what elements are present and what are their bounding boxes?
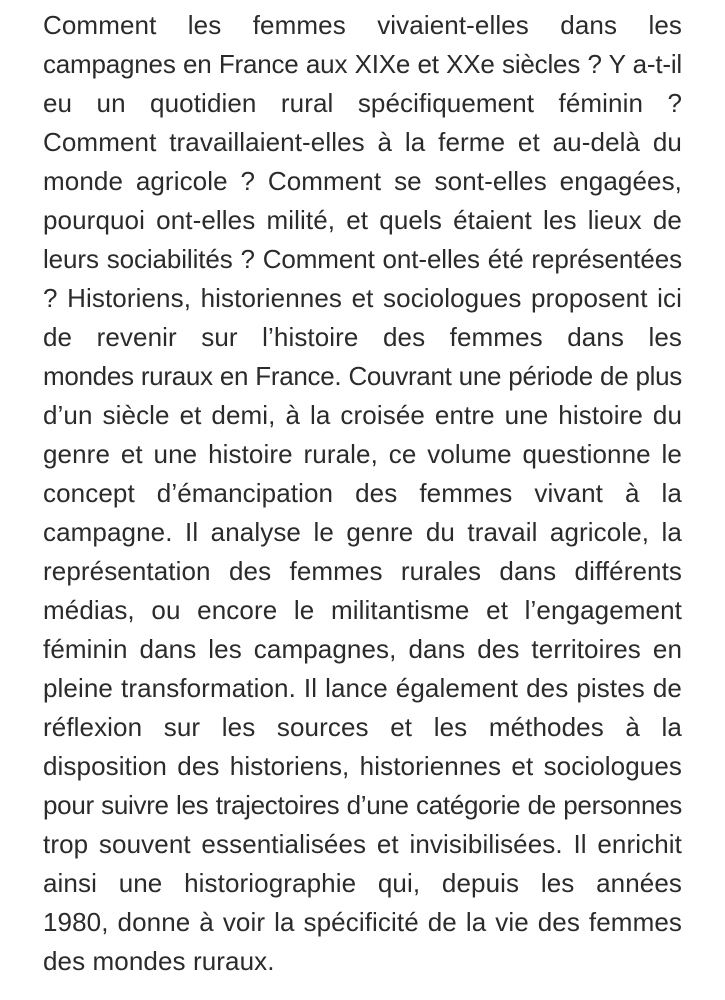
text-line: concept d’émancipation des femmes vivant à la [43, 478, 682, 508]
text-line: monde agricole ? Comment se sont-elles engagées, [43, 166, 682, 196]
text-line: des mondes ruraux. [43, 946, 275, 976]
text-line: eu un quotidien rural spécifiquement féminin ? [43, 88, 682, 118]
text-line: pleine transformation. Il lance également des pistes de [43, 673, 682, 703]
text-line: pourquoi ont-elles milité, et quels étaient les lieux de [43, 205, 682, 235]
text-line: réflexion sur les sources et les méthodes à la [43, 712, 682, 742]
text-line: disposition des historiens, historiennes et sociologues [43, 751, 682, 781]
text-line: pour suivre les trajectoires d’une catégorie de personnes [43, 790, 682, 820]
text-line: ainsi une historiographie qui, depuis les années [43, 868, 682, 898]
text-line: féminin dans les campagnes, dans des territoires en [43, 634, 682, 664]
text-line: mondes ruraux en France. Couvrant une période de plus [43, 361, 682, 391]
text-line: ? Historiens, historiennes et sociologues proposent ici [43, 283, 682, 313]
text-line: médias, ou encore le militantisme et l’engagement [43, 595, 682, 625]
text-line: leurs sociabilités ? Comment ont-elles été représentées [43, 244, 682, 274]
text-line: campagne. Il analyse le genre du travail agricole, la [43, 517, 682, 547]
book-description [43, 6, 682, 981]
text-line: représentation des femmes rurales dans différents [43, 556, 682, 586]
text-line: genre et une histoire rurale, ce volume questionne le [43, 439, 682, 469]
text-line: d’un siècle et demi, à la croisée entre une histoire du [43, 400, 682, 430]
text-line: Comment les femmes vivaient-elles dans les [43, 10, 682, 40]
text-line: de revenir sur l’histoire des femmes dans les [43, 322, 682, 352]
text-line: trop souvent essentialisées et invisibilisées. Il enrichit [43, 829, 682, 859]
text-line: Comment travaillaient-elles à la ferme et au-delà du [43, 127, 682, 157]
text-line: 1980, donne à voir la spécificité de la vie des femmes [43, 907, 682, 937]
text-line: campagnes en France aux XIXe et XXe siècles ? Y a-t-il [43, 49, 682, 79]
